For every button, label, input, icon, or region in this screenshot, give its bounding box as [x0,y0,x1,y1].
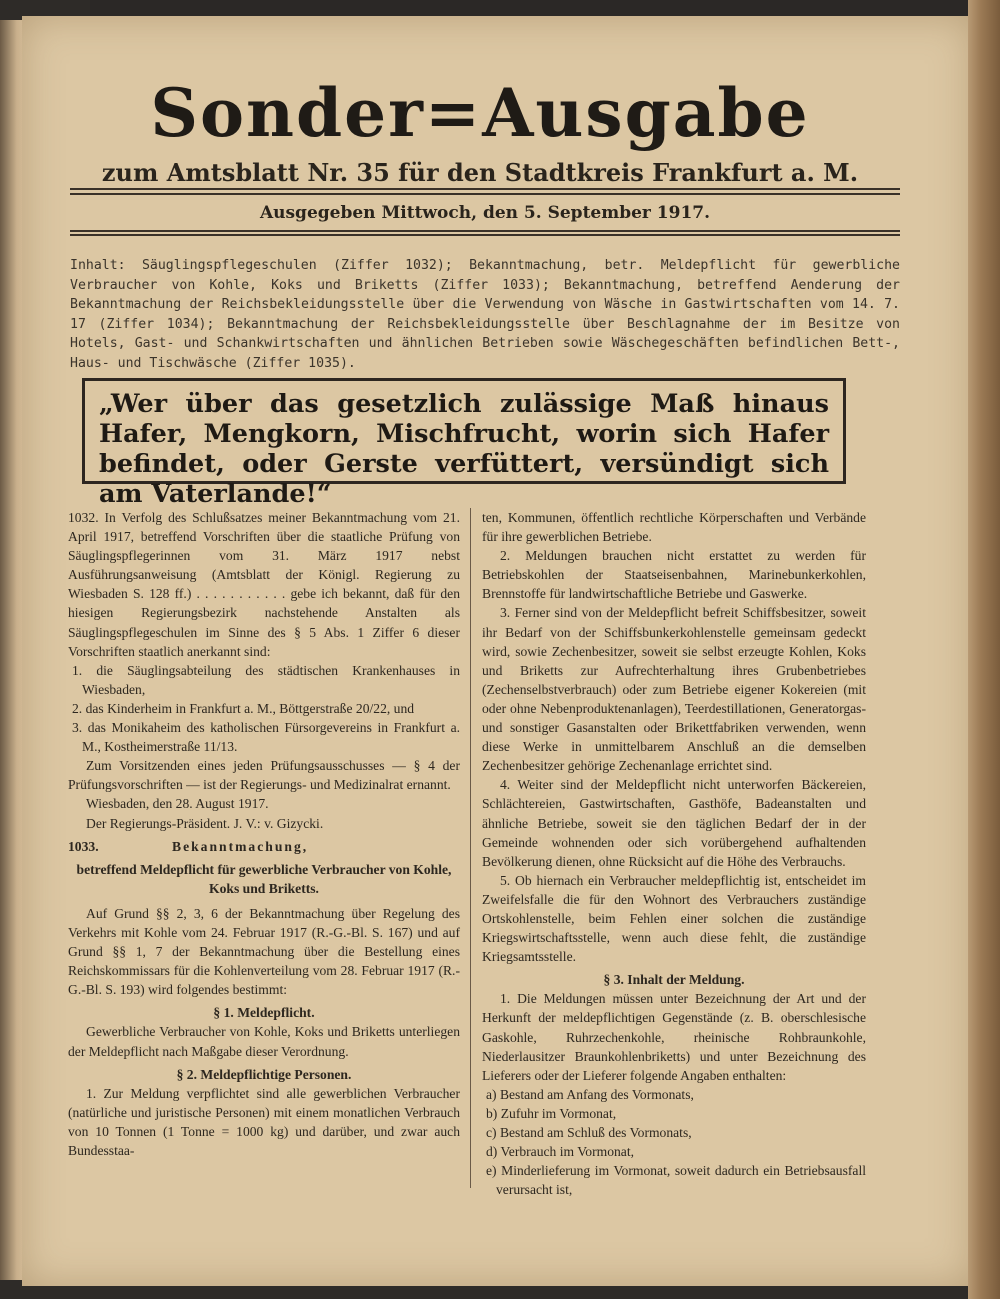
paragraph-3: 3. Ferner sind von der Meldepflicht befreit Schiffsbesitzer, soweit ihr Bedarf von der Schiffsbunkerkohlenstelle gemeinsam gedeckt wird, sowie Zechenbesitzer, soweit sie selbst erzeugte Kohlen, Koks und Briketts zur Aufrechterhaltung ihres Grubenbetriebes (Zechenselbstverbrauch) oder zum Betriebe eigener Kokereien (mit oder ohne Nebenproduktenanlagen), Teerdestillationen, Generatorgas- und sonstiger Gasanstalten oder Brikettfabriken verwenden, wenn diese Werke in unmittelbarem Anschluß an die demselben Zechenbesitzer gehörige Zechenanlage errichtet sind. [482,605,866,774]
notice-1033-heading: Bekanntmachung, [172,838,309,854]
list-item: e) Minderlieferung im Vormonat, soweit dadurch ein Betriebsausfall verursacht ist, [486,1163,866,1198]
paragraph-2: 2. Meldungen brauchen nicht erstattet zu werden für Betriebskohlen der Staatseisenbahnen, Marinebunkerkohlen, Brennstoffe für landwirtschaftliche Betriebe und Gaswerke. [482,548,866,602]
section-2-heading: § 2. Meldepflichtige Personen. [176,1066,352,1082]
masthead [80,74,880,187]
notice-1033-header [68,837,460,856]
motto-box [82,378,846,509]
notice-1033-number: 1033. [68,838,99,854]
notice-1032-text: 1032. In Verfolg des Schlußsatzes meiner Bekanntmachung vom 21. April 1917, betreffend Vorschriften über die staatliche Prüfung von Säuglingspflegerinnen vom 31. März 1917 nebst Ausführungsanweisung (Amtsblatt der Königl. Regierung zu Wiesbaden S. 128 ff.) . . . . . . . . . . . gebe ich bekannt, daß für den hiesigen Regierungsbezirk nachstehende Anstalten als Säuglingspflegeschulen im Sinne des § 5 Abs. 1 Ziffer 6 dieser Vorschriften staatlich anerkannt sind: [68,510,460,659]
book-spine-edge [968,0,1000,1299]
place-date: Wiesbaden, den 28. August 1917. [86,796,269,812]
motto-text: „Wer über das gesetzlich zulässige Maß hinaus Hafer, Mengkorn, Mischfrucht, worin sich Hafer befindet, oder Gerste verfüttert, versündigt sich am Vaterlande!“ [99,389,829,509]
issue-date: Ausgegeben Mittwoch, den 5. September 1917. [259,203,711,223]
list-item: c) Bestand am Schluß des Vormonats, [486,1125,692,1140]
section-1-text: Gewerbliche Verbraucher von Kohle, Koks und Briketts unterliegen der Meldepflicht nach Maßgabe dieser Verordnung. [68,1024,460,1059]
header-rule-top [70,188,900,190]
section-3-heading: § 3. Inhalt der Meldung. [603,972,745,988]
paragraph-5: 5. Ob hiernach ein Verbraucher meldepflichtig ist, entscheidet im Zweifelsfalle die für den Wohnort des Verbrauchers zuständige Ortskohlenstelle, beim Fehlen einer solchen die zuständige Kriegswirtschaftsstelle, wenn auch diese fehlt, die zuständige Kriegsamtsstelle. [482,872,866,965]
committee-chair-text: Zum Vorsitzenden eines jeden Prüfungsausschusses — § 4 der Prüfungsvorschriften — ist der Regierungs- und Medizinalrat ernannt. [68,758,460,793]
header-rule-bottom [70,230,900,232]
section-1-heading: § 1. Meldepflicht. [213,1005,315,1021]
masthead-title: Sonder=Ausgabe [150,74,810,152]
table-of-contents: Inhalt: Säuglingspflegeschulen (Ziffer 1032); Bekanntmachung, betr. Meldepflicht für gewerbliche Verbraucher von Kohle, Koks und Briketts (Ziffer 1033); Bekanntmachung, betreffend Aenderung der Bekanntmachung der Reichsbekleidungsstelle über die Verwendung von Wäsche in Gastwirtschaften vom 14. 7. 17 (Ziffer 1034); Bekanntmachung der Reichsbekleidungsstelle über Beschlagnahme der im Besitze von Hotels, Gast- und Schankwirtschaften und ähnlichen Betrieben sowie Wäschegeschäften befindlichen Bett-, Haus- und Tischwäsche (Ziffer 1035). [70,258,900,371]
column-divider [470,508,471,1188]
paragraph-4: 4. Weiter sind der Meldepflicht nicht unterworfen Bäckereien, Schlächtereien, Gastwirtschaften, Gasthöfe, Badeanstalten und ähnliche Betriebe, soweit sie den täglichen Bedarf der in der Gemeinde wohnenden oder sich vorübergehend aufhaltenden Bevölkerung dienen, ohne Rücksicht auf die Höhe des Verbrauchs. [482,777,866,869]
list-item: 1. die Säuglingsabteilung des städtischen Krankenhauses in Wiesbaden, [72,662,460,697]
list-item: b) Zufuhr im Vormonat, [486,1105,617,1121]
section-3-text: 1. Die Meldungen müssen unter Bezeichnung der Art und der Herkunft der meldepflichtigen Gegenstände (z. B. oberschlesische Gaskohle, Ruhrzechenkohle, rheinische Rohbraunkohle, Niederlausitzer Braunkohlenbriketts) und unter Bezeichnung des Lieferers oder der Lieferer folgende Angaben enthalten: [482,991,866,1083]
notice-1033-intro: Auf Grund §§ 2, 3, 6 der Bekanntmachung über Regelung des Verkehrs mit Kohle vom 24. Februar 1917 (R.-G.-Bl. S. 167) und auf Grund §§ 1, 7 der Bekanntmachung über die Bestellung eines Reichskommissars für die Kohlenverteilung vom 28. Februar 1917 (R.-G.-Bl. S. 193) wird folgendes bestimmt: [68,905,460,998]
list-item: 2. das Kinderheim in Frankfurt a. M., Böttgerstraße 20/22, und [72,700,415,716]
notice-1033-title: betreffend Meldepflicht für gewerbliche Verbraucher von Kohle, Koks und Briketts. [76,861,452,896]
section-2-text: 1. Zur Meldung verpflichtet sind alle gewerblichen Verbraucher (natürliche und juristische Personen) mit einem monatlichen Verbrauch von 10 Tonnen (1 Tonne = 1000 kg) und darüber, und zwar auch Bundesstaa- [68,1085,460,1158]
continuation-text: ten, Kommunen, öffentlich rechtliche Körperschaften und Verbände für ihre gewerblichen Betriebe. [482,510,866,545]
left-column [68,508,460,1160]
signature-line: Der Regierungs-Präsident. J. V.: v. Gizycki. [86,815,324,831]
list-item: a) Bestand am Anfang des Vormonats, [486,1086,694,1102]
list-item: d) Verbrauch im Vormonat, [486,1144,634,1160]
header-rule-top-2 [70,193,900,195]
list-item: 3. das Monikaheim des katholischen Fürsorgevereins in Frankfurt a. M., Kostheimerstraße 11/13. [72,720,460,755]
right-column [482,508,866,1199]
header-rule-bottom-2 [70,234,900,236]
masthead-subtitle: zum Amtsblatt Nr. 35 für den Stadtkreis Frankfurt a. M. [101,158,859,187]
